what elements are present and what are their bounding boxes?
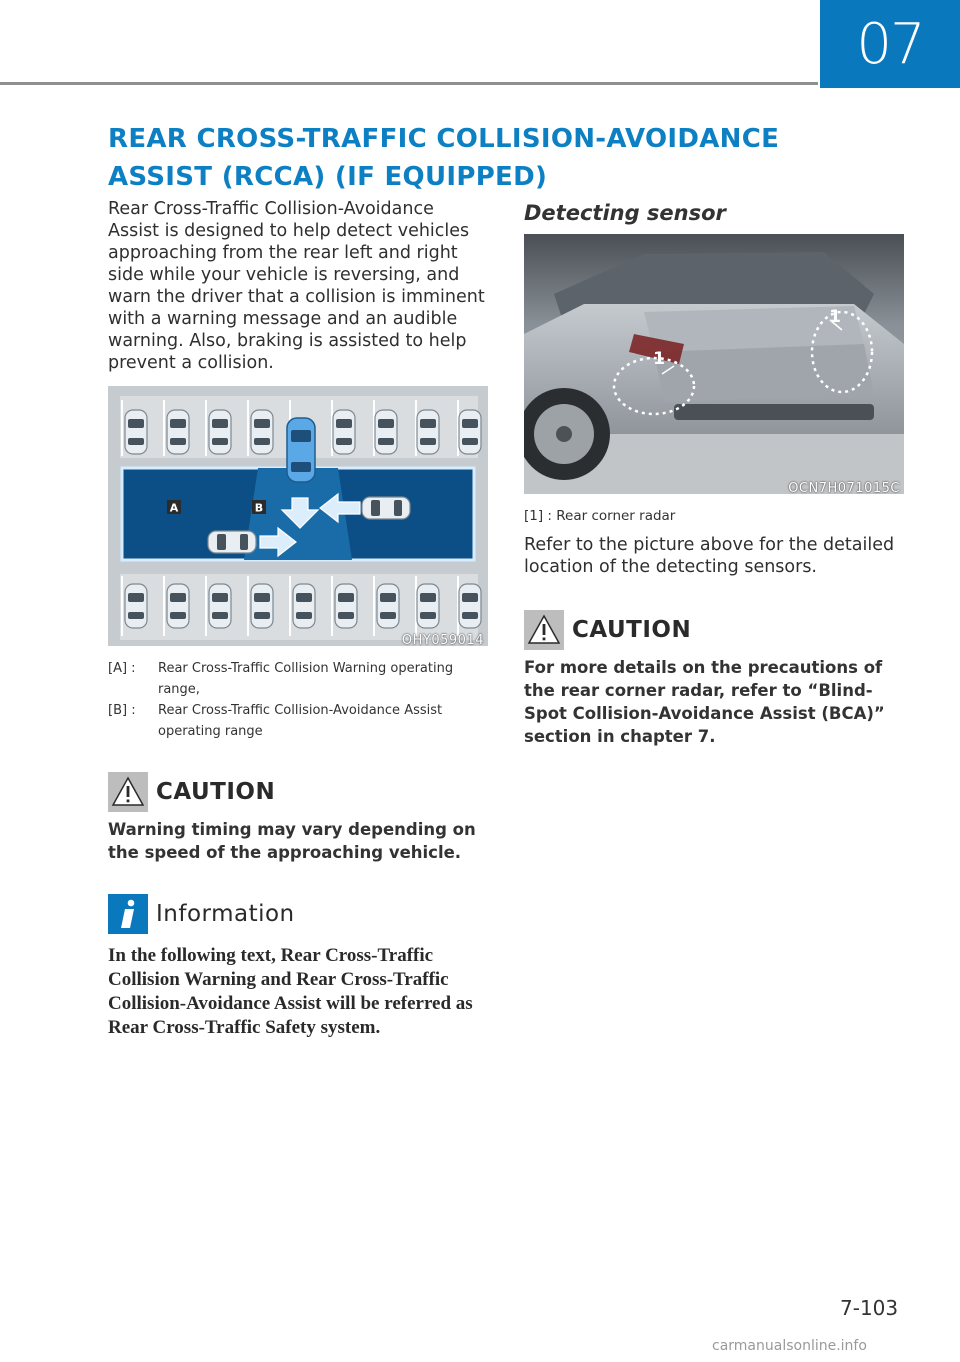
- page-title: REAR CROSS-TRAFFIC COLLISION-AVOIDANCE ASSIST (RCCA) (IF EQUIPPED): [108, 124, 780, 192]
- caution-box: [108, 772, 488, 864]
- parking-lot-figure: [108, 386, 488, 650]
- rear-car-photo: [524, 234, 904, 494]
- caution-text: Warning timing may vary depending on the speed of the approaching vehicle.: [108, 820, 476, 862]
- figure-code: OCN7H071015C: [788, 481, 900, 496]
- reversing-vehicle: [287, 418, 315, 482]
- parked-cars-bottom: [125, 584, 481, 628]
- legend-item-b: [B] : Rear Cross-Traffic Collision-Avoidance Assist operating range: [108, 703, 443, 739]
- info-icon: [108, 894, 148, 934]
- sensor-figure: [524, 234, 904, 498]
- left-column: [108, 198, 488, 1040]
- figure-caption: [1] : Rear corner radar: [524, 508, 676, 524]
- parking-diagram: [108, 386, 488, 646]
- zone-a-label: A: [169, 501, 179, 515]
- figure-code: OHY059014: [401, 633, 484, 648]
- figure-legend: [108, 658, 488, 742]
- intro-paragraph: Rear Cross-Traffic Collision-Avoidance Assist is designed to help detect vehicles approaching from the rear left and right side while your vehicle is reversing, and warn the driver that a collision is imminent with a warning message and an audible warning. Also, braking is assisted to help prevent a collision.: [108, 199, 485, 373]
- information-title: Information: [156, 901, 295, 927]
- radar-marker-right: 1: [829, 307, 841, 327]
- legend-item-a: [A] : Rear Cross-Traffic Collision Warning operating range,: [108, 661, 454, 697]
- right-column: [524, 198, 904, 748]
- body-paragraph: Refer to the picture above for the detailed location of the detecting sensors.: [524, 535, 895, 577]
- information-text: In the following text, Rear Cross-Traffic Collision Warning and Rear Cross-Traffic Collision-Avoidance Assist will be referred as Rear Cross-Traffic Safety system.: [108, 945, 473, 1038]
- caution-title: CAUTION: [156, 779, 276, 805]
- section-heading: Detecting sensor: [524, 201, 726, 225]
- caution-box: [524, 610, 904, 748]
- page-number: 7-103: [840, 1296, 899, 1320]
- caution-text: For more details on the precautions of the rear corner radar, refer to “Blind-Spot Collision-Avoidance Assist (BCA)” section in chapter 7.: [524, 658, 885, 746]
- watermark: carmanualsonline.info: [712, 1338, 867, 1354]
- header-rule: [0, 82, 818, 85]
- zone-b-label: B: [254, 501, 264, 515]
- radar-marker-left: 1: [653, 349, 665, 369]
- warning-icon: [108, 772, 148, 812]
- caution-title: CAUTION: [572, 617, 692, 643]
- information-box: [108, 894, 488, 1040]
- warning-icon: [524, 610, 564, 650]
- chapter-tab: 07: [820, 0, 960, 88]
